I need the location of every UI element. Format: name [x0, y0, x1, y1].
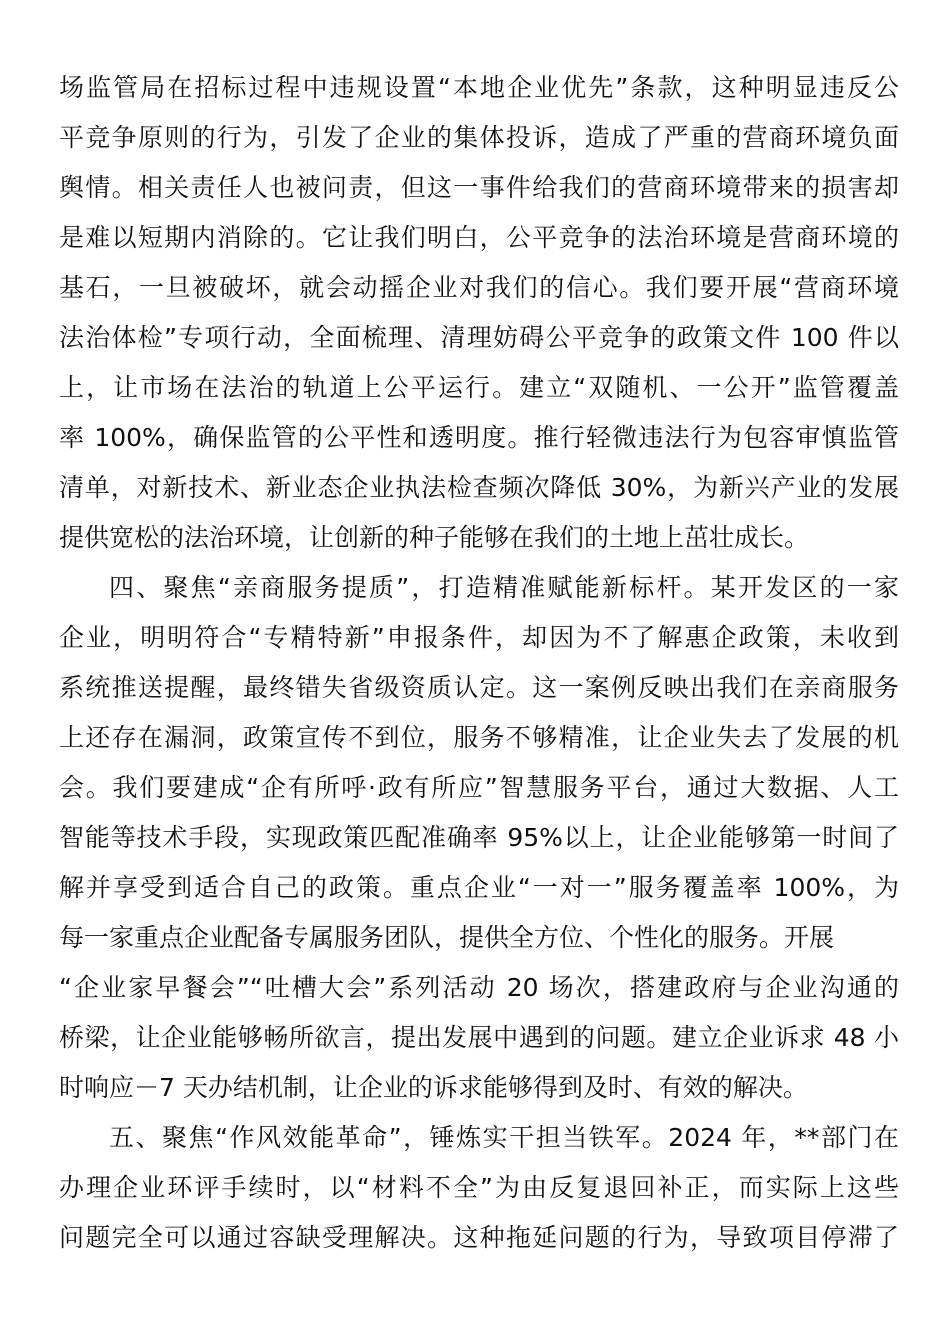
text-line: 系统推送提醒，最终错失省级资质认定。这一案例反映出我们在亲商服务 [59, 673, 899, 702]
text-line: 智能等技术手段，实现政策匹配准确率 95%以上，让企业能够第一时间了 [59, 823, 899, 852]
text-line: 上，让市场在法治的轨道上公平运行。建立“双随机、一公开”监管覆盖 [59, 373, 899, 402]
text-line: 提供宽松的法治环境，让创新的种子能够在我们的土地上茁壮成长。 [59, 523, 810, 552]
text-line: 上还存在漏洞，政策宣传不到位，服务不够精准，让企业失去了发展的机 [59, 723, 899, 752]
text-line: 平竞争原则的行为，引发了企业的集体投诉，造成了严重的营商环境负面 [59, 123, 899, 152]
text-line: 舆情。相关责任人也被问责，但这一事件给我们的营商环境带来的损害却 [59, 173, 899, 202]
section-heading-line: 四、聚焦“亲商服务提质”，打造精准赋能新标杆。某开发区的一家 [109, 573, 899, 602]
text-line: 解并享受到适合自己的政策。重点企业“一对一”服务覆盖率 100%，为 [59, 873, 899, 902]
text-line: 法治体检”专项行动，全面梳理、清理妨碍公平竞争的政策文件 100 件以 [59, 323, 899, 352]
text-line: 率 100%，确保监管的公平性和透明度。推行轻微违法行为包容审慎监管 [59, 423, 899, 452]
text-line: 清单，对新技术、新业态企业执法检查频次降低 30%，为新兴产业的发展 [59, 473, 899, 502]
text-line: 基石，一旦被破坏，就会动摇企业对我们的信心。我们要开展“营商环境 [59, 273, 899, 302]
text-line: 办理企业环评手续时，以“材料不全”为由反复退回补正，而实际上这些 [59, 1173, 899, 1202]
text-line: 桥梁，让企业能够畅所欲言，提出发展中遇到的问题。建立企业诉求 48 小 [59, 1023, 899, 1052]
text-line: 是难以短期内消除的。它让我们明白，公平竞争的法治环境是营商环境的 [59, 223, 899, 252]
text-line: 每一家重点企业配备专属服务团队，提供全方位、个性化的服务。开展 [59, 923, 835, 952]
text-line: 会。我们要建成“企有所呼·政有所应”智慧服务平台，通过大数据、人工 [59, 773, 899, 802]
text-line: 问题完全可以通过容缺受理解决。这种拖延问题的行为，导致项目停滞了 [59, 1223, 899, 1252]
text-line: 时响应－7 天办结机制，让企业的诉求能够得到及时、有效的解决。 [59, 1073, 808, 1102]
text-line: 场监管局在招标过程中违规设置“本地企业优先”条款，这种明显违反公 [59, 73, 899, 102]
text-line: “企业家早餐会”“吐槽大会”系列活动 20 场次，搭建政府与企业沟通的 [59, 973, 899, 1002]
section-heading-line: 五、聚焦“作风效能革命”，锤炼实干担当铁军。2024 年，**部门在 [109, 1123, 899, 1152]
text-line: 企业，明明符合“专精特新”申报条件，却因为不了解惠企政策，未收到 [59, 623, 899, 652]
